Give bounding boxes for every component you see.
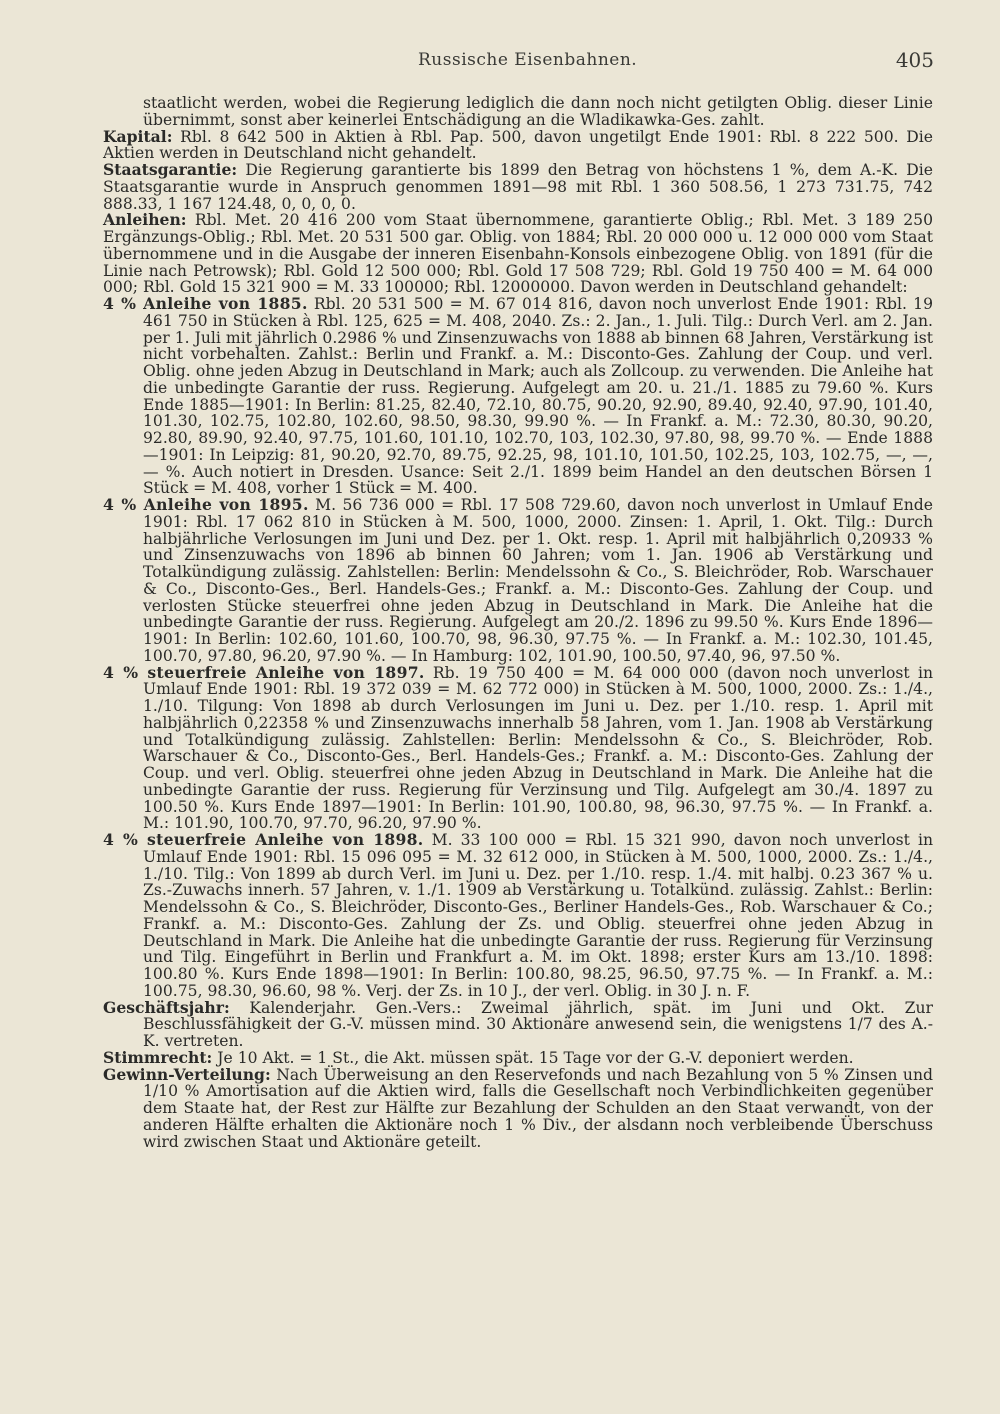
paragraph-label: Geschäftsjahr: <box>103 997 230 1017</box>
paragraph-anleihen <box>103 212 933 296</box>
paragraph-text: Rbl. 20 531 500 = M. 67 014 816, davon noch unverlost Ende 1901: Rbl. 19 461 750 in Stücken à Rbl. 125, 625 = M. 408, 2040. Zs.: 2. Jan., 1. Juli. Tilg.: Durch Verl. am 2. Jan. per 1. Juli mit jährlich 0.2986 % und Zinsenzuwachs von 1888 ab binnen 68 Jahren, Verstärkung ist nicht vorbehalten. Zahlst.: Berlin und Frankf. a. M.: Disconto-Ges. Zahlung der Coup. und verl. Oblig. ohne jeden Abzug in Deutschland in Mark; auch als Zollcoup. zu verwenden. Die Anleihe hat die unbedingte Garantie der russ. Regierung. Aufgelegt am 20. u. 21./1. 1885 zu 79.60 %. Kurs Ende 1885—1901: In Berlin: 81.25, 82.40, 72.10, 80.75, 90.20, 92.90, 89.40, 92.40, 97.90, 101.40, 101.30, 102.75, 102.80, 102.60, 98.50, 98.30, 99.90 %. — In Frankf. a. M.: 72.30, 80.30, 90.20, 92.80, 89.90, 92.40, 97.75, 101.60, 101.10, 102.70, 103, 102.30, 97.80, 98, 99.70 %. — Ende 1888—1901: In Leipzig: 81, 90.20, 92.70, 89.75, 92.25, 98, 101.10, 101.50, 102.25, 103, 102.75, —, —, — %. Auch notiert in Dresden. Usance: Seit 2./1. 1899 beim Handel an den deutschen Börsen 1 Stück = M. 408, vorher 1 Stück = M. 400. <box>143 295 933 498</box>
paragraph-label: 4 % steuerfreie Anleihe von 1898. <box>103 830 424 849</box>
paragraph-staatsgarantie <box>103 162 933 212</box>
running-title: Russische Eisenbahnen. <box>418 50 638 70</box>
paragraph-label: Gewinn-Verteilung: <box>103 1064 271 1084</box>
paragraph-label: 4 % steuerfreie Anleihe von 1897. <box>103 662 425 682</box>
paragraph-continuation <box>103 95 933 129</box>
paragraph-text: M. 33 100 000 = Rbl. 15 321 990, davon noch unverlost in Umlauf Ende 1901: Rbl. 15 096 095 = M. 32 612 000, in Stücken à M. 500, 1000, 2000. Zs.: 1./4., 1./10. Tilg.: Von 1899 ab durch Verl. im Juni u. Dez. per 1./10. resp. 1./4. mit halbj. 0.23 367 % u. Zs.-Zuwachs innerh. 57 Jahren, v. 1./1. 1909 ab Verstärkung u. Totalkünd. zulässig. Zahlst.: Berlin: Mendelssohn & Co., S. Bleichröder, Disconto-Ges., Berliner Handels-Ges., Rob. Warschauer & Co.; Frankf. a. M.: Disconto-Ges. Zahlung der Zs. und Oblig. steuerfrei ohne jeden Abzug in Deutschland in Mark. Die Anleihe hat die unbedingte Garantie der russ. Regierung für Verzinsung und Tilg. Eingeführt in Berlin und Frankfurt a. M. im Okt. 1898; erster Kurs am 13./10. 1898: 100.80 %. Kurs Ende 1898—1901: In Berlin: 100.80, 98.25, 96.50, 97.75 %. — In Frankf. a. M.: 100.75, 98.30, 96.60, 98 %. Verj. der Zs. in 10 J., der verl. Oblig. in 30 J. n. F. <box>143 831 933 1000</box>
paragraph-text: Rbl. 8 642 500 in Aktien à Rbl. Pap. 500, davon ungetilgt Ende 1901: Rbl. 8 222 500. Die Aktien werden in Deutschland nicht gehandelt. <box>103 127 933 163</box>
paragraph-label: Stimmrecht: <box>103 1047 213 1067</box>
paragraph-label: Kapital: <box>103 126 173 146</box>
paragraph-label: Staatsgarantie: <box>103 160 238 179</box>
page-number: 405 <box>895 48 934 72</box>
paragraph-anleihe-1885 <box>103 296 933 497</box>
paragraph-gewinn-verteilung <box>103 1064 933 1151</box>
paragraph-anleihe-1897 <box>103 662 934 833</box>
paragraph-kapital <box>103 126 933 163</box>
paragraph-anleihe-1895 <box>103 497 933 665</box>
paragraph-label: 4 % Anleihe von 1885. <box>103 294 308 313</box>
paragraph-text: Kalenderjahr. Gen.-Vers.: Zweimal jährlich, spät. im Juni und Okt. Zur Beschlussfähigkeit der G.-V. müssen mind. 30 Aktionäre anwesend sein, die wenigstens 1/7 des A.-K. vertreten. <box>143 998 933 1050</box>
paragraph-geschaeftsjahr <box>103 997 933 1050</box>
paragraph-text: Rb. 19 750 400 = M. 64 000 000 (davon noch unverlost in Umlauf Ende 1901: Rbl. 19 372 039 = M. 62 772 000) in Stücken à M. 500, 1000, 2000. Zs.: 1./4., 1./10. Tilgung: Von 1898 ab durch Verlosungen im Juni u. Dez. per 1./10. resp. 1. April mit halbjährlich 0,22358 % und Zinsenzuwachs innerhalb 58 Jahren, vom 1. Jan. 1908 ab Verstärkung und Totalkündigung zulässig. Zahlstellen: Berlin: Mendelssohn & Co., S. Bleichröder, Rob. Warschauer & Co., Disconto-Ges., Berl. Handels-Ges.; Frankf. a. M.: Disconto-Ges. Zahlung der Coup. und verl. Oblig. steuerfrei ohne jeden Abzug in Deutschland in Mark. Die Anleihe hat die unbedingte Garantie der russ. Regierung für Verzinsung und Tilg. Aufgelegt am 30./4. 1897 zu 100.50 %. Kurs Ende 1897—1901: In Berlin: 101.90, 100.80, 98, 96.30, 97.75 %. — In Frankf. a. M.: 101.90, 100.70, 97.70, 96.20, 97.90 %. <box>143 663 934 833</box>
paragraph-text: Rbl. Met. 20 416 200 vom Staat übernommene, garantierte Oblig.; Rbl. Met. 3 189 250 Ergänzungs-Oblig.; Rbl. Met. 20 531 500 gar. Oblig. von 1884; Rbl. 20 000 000 u. 12 000 000 vom Staat übernommene und in die Ausgabe der inneren Eisenbahn-Konsols einbezogene Oblig. von 1891 (für die Linie nach Petrowsk); Rbl. Gold 12 500 000; Rbl. Gold 17 508 729; Rbl. Gold 19 750 400 = M. 64 000 000; Rbl. Gold 15 321 900 = M. 33 100000; Rbl. 12000000. Davon werden in Deutschland gehandelt: <box>103 211 933 297</box>
paragraph-label: Anleihen: <box>103 210 187 230</box>
paragraph-text: Die Regierung garantierte bis 1899 den Betrag von höchstens 1 %, dem A.-K. Die Staatsgarantie wurde in Anspruch genommen 1891—98 mit Rbl. 1 360 508.56, 1 273 731.75, 742 888.33, 1 167 124.48, 0, 0, 0, 0. <box>103 161 933 213</box>
paragraph-text: staatlicht werden, wobei die Regierung lediglich die dann noch nicht getilgten Oblig. dieser Linie übernimmt, sonst aber keinerlei Entschädigung an die Wladikawka-Ges. zahlt. <box>143 94 933 129</box>
running-head <box>0 48 1000 78</box>
paragraph-text: Nach Überweisung an den Reservefonds und nach Bezahlung von 5 % Zinsen und 1/10 % Amortisation auf die Aktien wird, falls die Gesellschaft noch Verbindlichkeiten gegenüber dem Staate hat, der Rest zur Hälfte zur Bezahlung der Schulden an den Staat verwandt, von der anderen Hälfte erhalten die Aktionäre noch 1 % Div., der alsdann noch verbleibende Überschuss wird zwischen Staat und Aktionäre geteilt. <box>143 1065 933 1151</box>
paragraph-text: Je 10 Akt. = 1 St., die Akt. müssen spät. 15 Tage vor der G.-V. deponiert werden. <box>212 1048 854 1067</box>
paragraph-anleihe-1898 <box>103 832 933 1000</box>
paragraph-text: M. 56 736 000 = Rbl. 17 508 729.60, davon noch unverlost in Umlauf Ende 1901: Rbl. 17 062 810 in Stücken à M. 500, 1000, 2000. Zinsen: 1. April, 1. Okt. Tilg.: Durch halbjährliche Verlosungen im Juni und Dez. per 1. Okt. resp. 1. April mit halbjährlich 0,20933 % und Zinsenzuwachs von 1896 ab binnen 60 Jahren; vom 1. Jan. 1906 ab Verstärkung und Totalkündigung zulässig. Zahlstellen: Berlin: Mendelssohn & Co., S. Bleichröder, Rob. Warschauer & Co., Disconto-Ges., Berl. Handels-Ges.; Frankf. a. M.: Disconto-Ges. Zahlung der Coup. und verlosten Stücke steuerfrei ohne jeden Abzug in Deutschland in Mark. Die Anleihe hat die unbedingte Garantie der russ. Regierung. Aufgelegt am 20./2. 1896 zu 99.50 %. Kurs Ende 1896—1901: In Berlin: 102.60, 101.60, 100.70, 98, 96.30, 97.75 %. — In Frankf. a. M.: 102.30, 101.45, 100.70, 97.80, 96.20, 97.90 %. — In Hamburg: 102, 101.90, 100.50, 97.40, 96, 97.50 %. <box>143 496 933 665</box>
paragraph-label: 4 % Anleihe von 1895. <box>103 495 309 514</box>
body-text <box>103 95 933 1150</box>
